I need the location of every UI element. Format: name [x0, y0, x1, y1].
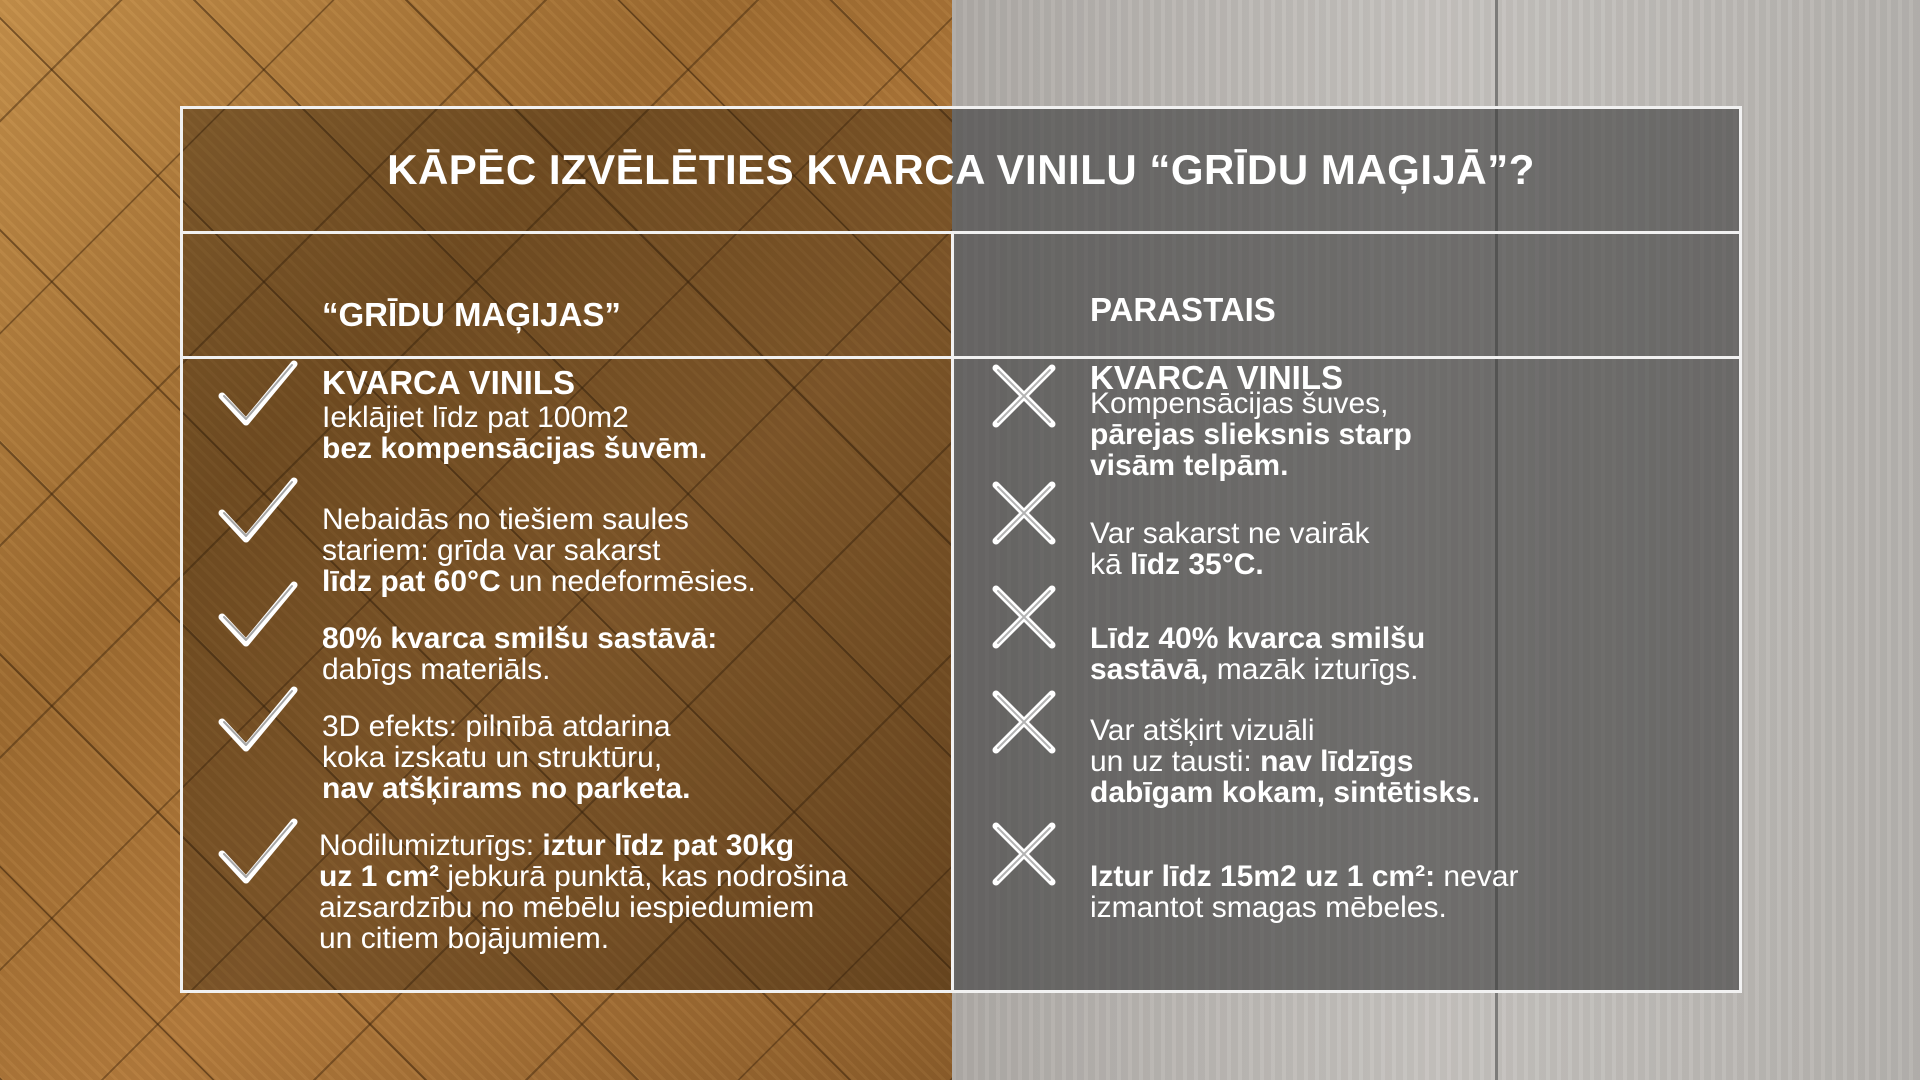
text-line [322, 711, 691, 742]
text-line [322, 402, 707, 433]
text-line [319, 861, 848, 892]
cross-icon [984, 814, 1064, 894]
text-line [1090, 518, 1370, 549]
regular-text: un uz tausti: [1090, 745, 1261, 778]
disadvantage-item-text [1090, 518, 1370, 580]
bold-text: līdz pat 60°C [322, 565, 501, 598]
regular-text: Var atšķirt vizuāli [1090, 714, 1315, 747]
advantage-item-text [322, 402, 707, 464]
cross-icon [984, 356, 1064, 436]
text-line [1090, 388, 1412, 419]
right-heading-line2: KVARCA VINILS [1090, 359, 1344, 396]
cross-icon [984, 577, 1064, 657]
text-line [1090, 892, 1518, 923]
text-line [1090, 746, 1480, 777]
regular-text: jebkurā punktā, kas nodrošina [439, 860, 848, 893]
check-icon [218, 577, 298, 657]
advantage-item-text [322, 504, 756, 597]
regular-text: Nebaidās no tiešiem saules [322, 503, 689, 536]
advantage-item-text [322, 623, 717, 685]
text-line [1090, 654, 1425, 685]
regular-text: kā [1090, 548, 1131, 581]
text-line [322, 535, 756, 566]
regular-text: koka izskatu un struktūru, [322, 741, 663, 774]
left-heading-line1: “GRĪDU MAĢIJAS” [322, 296, 621, 333]
text-line [322, 433, 707, 464]
regular-text: aizsardzību no mēbēlu iespiedumiem [319, 891, 815, 924]
cross-icon [984, 473, 1064, 553]
text-line [322, 566, 756, 597]
text-line [1090, 419, 1412, 450]
bold-text: nav atšķirams no parketa. [322, 772, 691, 805]
regular-text: Var sakarst ne vairāk [1090, 517, 1370, 550]
text-line [1090, 549, 1370, 580]
bold-text: visām telpām. [1090, 449, 1289, 482]
text-line [319, 892, 848, 923]
check-icon [218, 682, 298, 762]
regular-text: Kompensācijas šuves, [1090, 387, 1389, 420]
text-line [322, 623, 717, 654]
bold-text: nav līdzīgs [1260, 745, 1414, 778]
bold-text: Iztur līdz 15m2 uz 1 cm²: [1090, 860, 1436, 893]
bold-text: pārejas slieksnis starp [1090, 418, 1412, 451]
text-line [1090, 623, 1425, 654]
regular-text: Ieklājiet līdz pat 100m2 [322, 401, 629, 434]
column-divider [951, 231, 954, 990]
regular-text: izmantot smagas mēbeles. [1090, 891, 1447, 924]
text-line [1090, 861, 1518, 892]
cross-icon [984, 682, 1064, 762]
disadvantage-item-text [1090, 388, 1412, 481]
bold-text: sastāvā, [1090, 653, 1209, 686]
bold-text: Līdz 40% kvarca smilšu [1090, 622, 1426, 655]
right-heading-line1: PARASTAIS [1090, 291, 1276, 328]
bold-text: līdz 35°C. [1130, 548, 1264, 581]
text-line [322, 504, 756, 535]
bold-text: 80% kvarca smilšu sastāvā: [322, 622, 718, 655]
regular-text: nevar [1435, 860, 1519, 893]
check-icon [218, 356, 298, 436]
bold-text: iztur līdz pat 30kg [542, 829, 795, 862]
text-line [322, 654, 717, 685]
check-icon [218, 473, 298, 553]
disadvantage-item-text [1090, 715, 1480, 808]
regular-text: mazāk izturīgs. [1208, 653, 1419, 686]
page-title: KĀPĒC IZVĒLĒTIES KVARCA VINILU “GRĪDU MAĢIJĀ”? [387, 146, 1535, 193]
regular-text: un nedeformēsies. [500, 565, 756, 598]
regular-text: un citiem bojājumiem. [319, 922, 610, 955]
text-line [1090, 450, 1412, 481]
disadvantage-item-text [1090, 861, 1518, 923]
disadvantage-item-text [1090, 623, 1425, 685]
check-icon [218, 814, 298, 894]
left-heading-line2: KVARCA VINILS [322, 364, 576, 401]
text-line [319, 923, 848, 954]
text-line [322, 742, 691, 773]
text-line [322, 773, 691, 804]
advantage-item-text [322, 711, 691, 804]
bold-text: bez kompensācijas šuvēm. [322, 432, 708, 465]
regular-text: 3D efekts: pilnībā atdarina [322, 710, 671, 743]
bold-text: uz 1 cm² [319, 860, 440, 893]
text-line [319, 830, 848, 861]
bold-text: dabīgam kokam, sintētisks. [1090, 776, 1481, 809]
regular-text: dabīgs materiāls. [322, 653, 551, 686]
text-line [1090, 715, 1480, 746]
text-line [1090, 777, 1480, 808]
advantage-item-text [319, 830, 848, 954]
divider-under-title [183, 231, 1739, 234]
regular-text: Nodilumizturīgs: [319, 829, 543, 862]
regular-text: stariem: grīda var sakarst [322, 534, 661, 567]
